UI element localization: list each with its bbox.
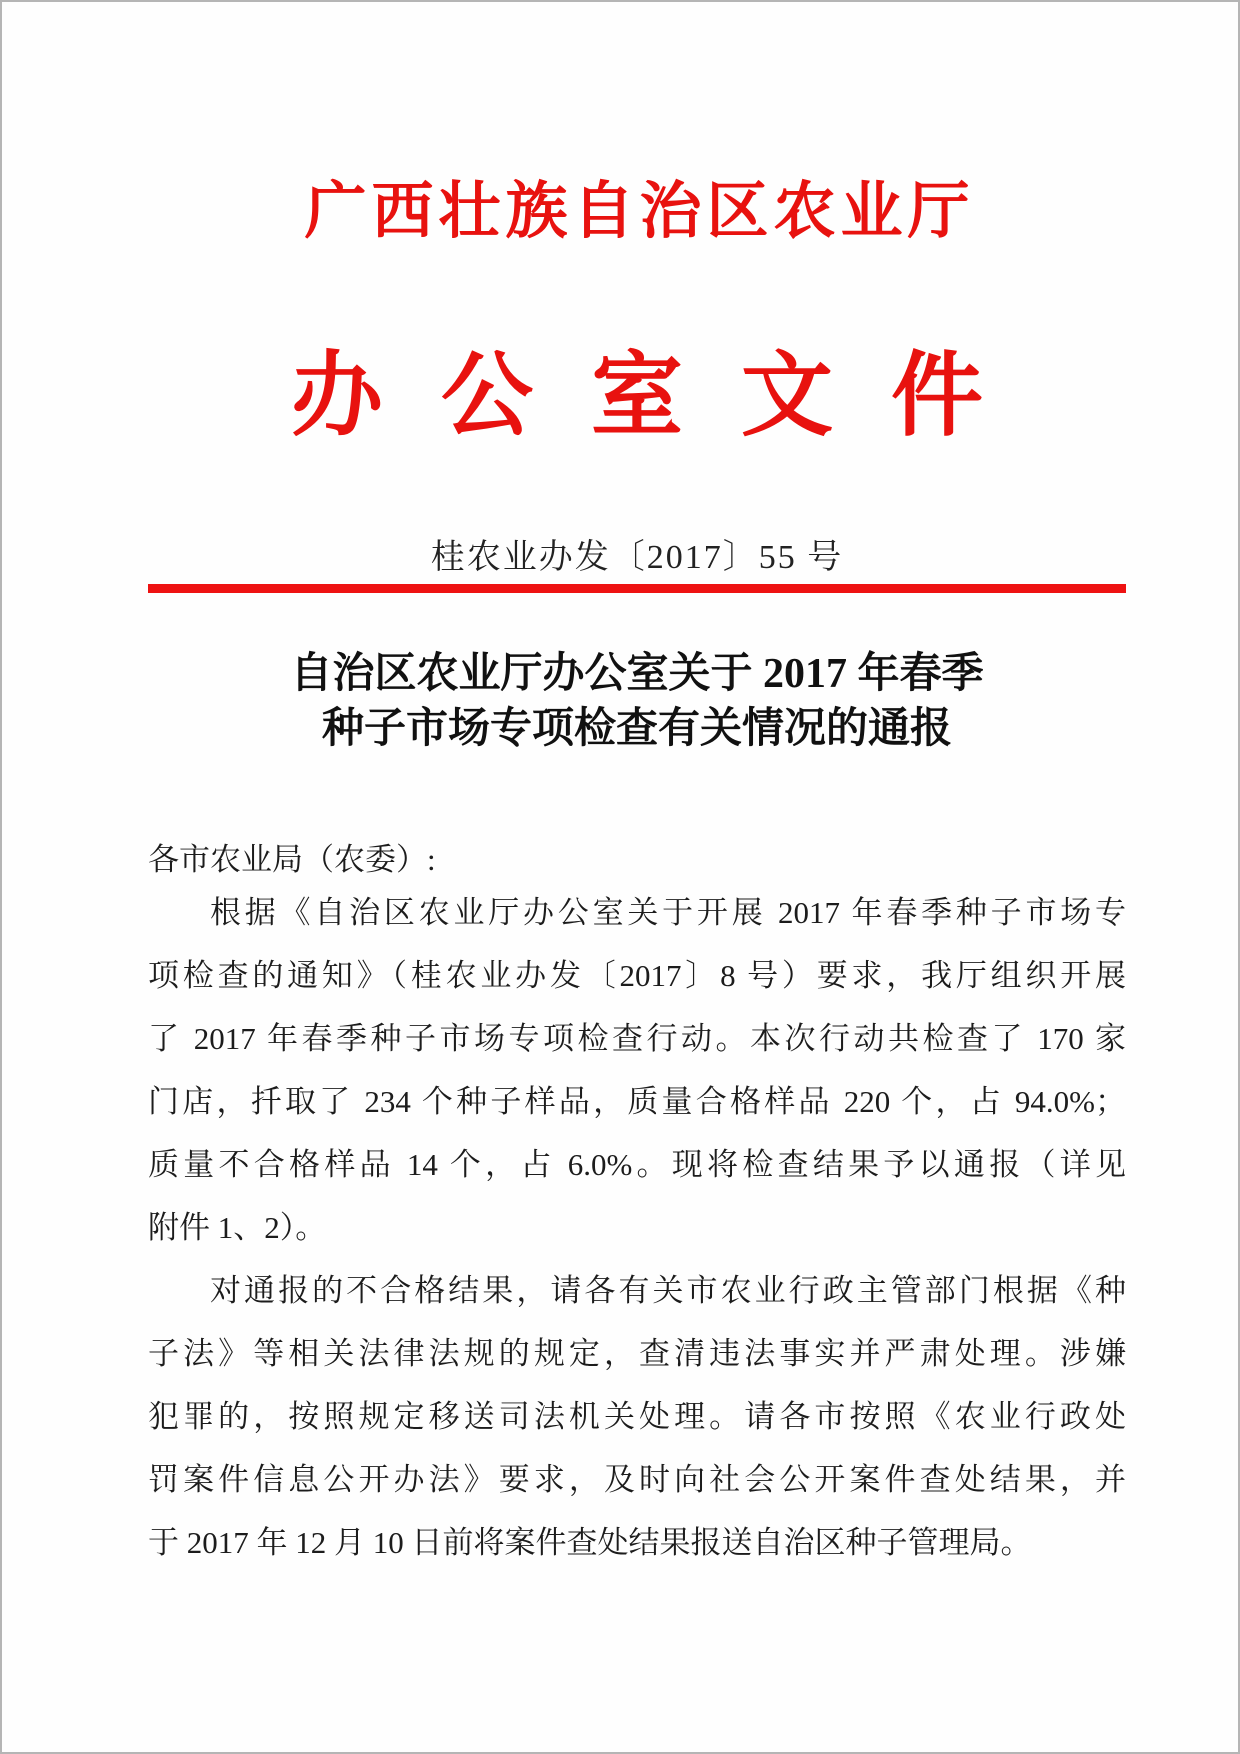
p1-line-6: 附件 1、2）。 <box>148 1210 327 1245</box>
p1-line-3: 了 2017 年春季种子市场专项检查行动。本次行动共检查了 170 家 <box>148 1021 1126 1056</box>
p2-line-1: 对通报的不合格结果，请各有关市农业行政主管部门根据《种 <box>210 1273 1126 1308</box>
p2-line-5: 于 2017 年 12 月 10 日前将案件查处结果报送自治区种子管理局。 <box>148 1525 1032 1560</box>
p2-line-2: 子法》等相关法律法规的规定，查清违法事实并严肃处理。涉嫌 <box>148 1336 1126 1371</box>
p2-line-3: 犯罪的，按照规定移送司法机关处理。请各市按照《农业行政处 <box>148 1399 1126 1434</box>
doc-type-heading: 办公室文件 <box>290 345 1041 447</box>
p2-line-4: 罚案件信息公开办法》要求，及时向社会公开案件查处结果，并 <box>148 1462 1126 1497</box>
doc-title-line-2: 种子市场专项检查有关情况的通报 <box>321 706 952 752</box>
salutation: 各市农业局（农委）: <box>148 842 436 877</box>
p1-line-5: 质量不合格样品 14 个，占 6.0%。现将检查结果予以通报（详见 <box>148 1147 1126 1182</box>
p1-line-1: 根据《自治区农业厅办公室关于开展 2017 年春季种子市场专 <box>210 895 1126 930</box>
red-divider-line <box>148 584 1126 593</box>
p1-line-4: 门店，扦取了 234 个种子样品，质量合格样品 220 个，占 94.0%； <box>148 1084 1126 1119</box>
paragraph-1 <box>148 881 1126 1259</box>
doc-title-line-1: 自治区农业厅办公室关于 2017 年春季 <box>290 651 984 697</box>
doc-reference-number: 桂农业办发〔2017〕55 号 <box>430 539 844 576</box>
issuing-org-name: 广西壮族自治区农业厅 <box>304 178 975 246</box>
paragraph-2 <box>148 1259 1126 1574</box>
p1-line-2: 项检查的通知》（桂农业办发〔2017〕8 号）要求，我厅组织开展 <box>148 958 1126 993</box>
doc-title <box>148 647 1126 757</box>
